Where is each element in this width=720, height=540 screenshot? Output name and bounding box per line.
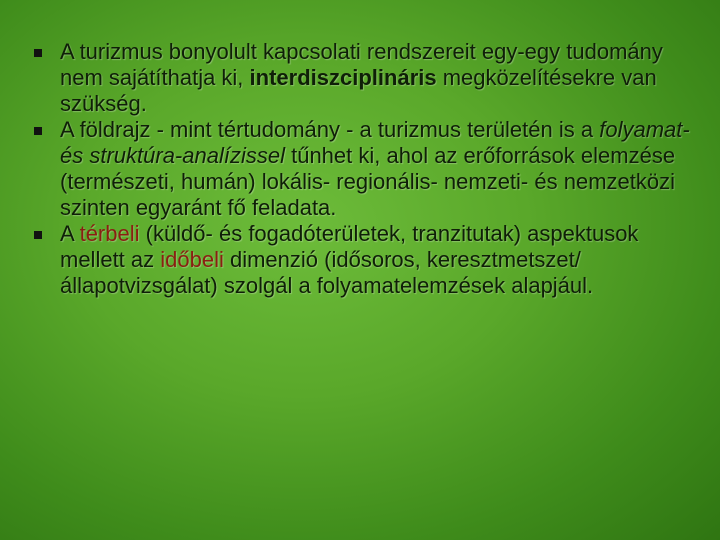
square-bullet-icon (34, 127, 42, 135)
bullet-text-segment: (küldő- és fogadóterületek, tranzitutak) aspektusok mellett az (60, 221, 639, 272)
bullet-text-highlight: időbeli (160, 247, 224, 272)
bullet-text-emphasis: interdiszciplináris (249, 65, 437, 90)
bullet-item-3 (34, 221, 694, 299)
square-bullet-icon (34, 49, 42, 57)
bullet-text-emphasis: folyamat- és struktúra-analízissel (60, 117, 690, 168)
bullet-text-segment: dimenzió (idősoros, keresztmetszet/állapotvizsgálat) szolgál a folyamatelemzések alapjául. (60, 247, 594, 298)
bullet-text-segment: A (60, 221, 80, 246)
bullet-text-highlight: térbeli (79, 221, 140, 246)
bullet-text-segment: A földrajz - mint tértudomány - a turizmus területén is a (60, 117, 600, 142)
bullet-text-segment: A turizmus bonyolult kapcsolati rendszereit egy-egy tudomány nem sajátíthatja ki, (60, 39, 663, 90)
square-bullet-icon (34, 231, 42, 239)
bullet-list (34, 39, 694, 299)
bullet-text-segment: tűnhet ki, ahol az erőforrások elemzése (természeti, humán) lokális- regionális- nemzeti- és nemzetközi szinten egyaránt fő feladata. (60, 143, 676, 220)
bullet-text-segment: megközelítésekre van szükség. (60, 65, 657, 116)
bullet-item-2 (34, 117, 694, 221)
bullet-item-1 (34, 39, 694, 117)
